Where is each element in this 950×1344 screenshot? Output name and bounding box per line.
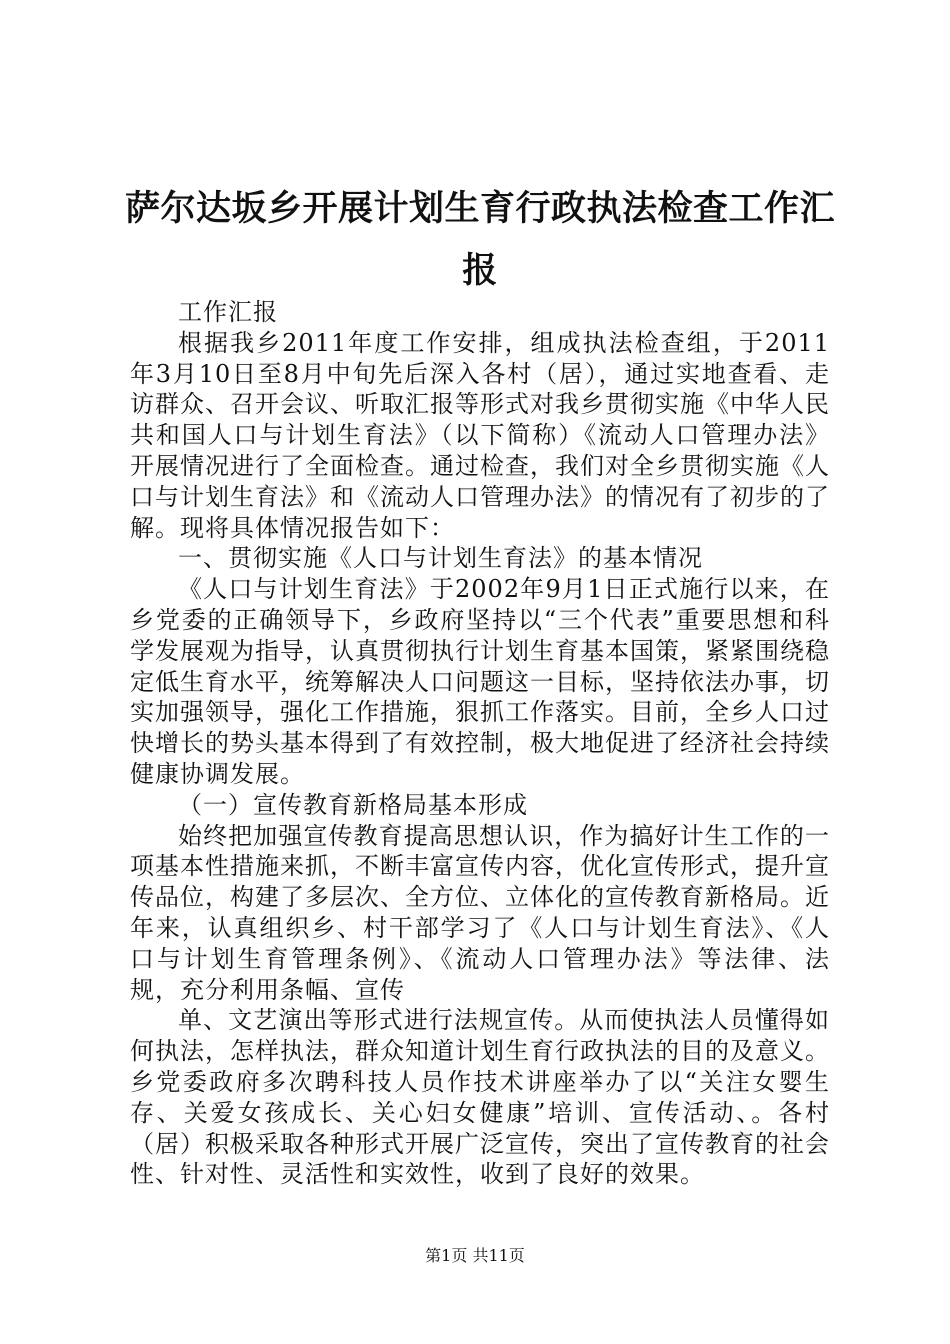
paragraph-heading-report: 工作汇报 — [178, 298, 278, 326]
subsection-heading-1: （一）宣传教育新格局基本形成 — [178, 790, 528, 819]
paragraph-publicity: 始终把加强宣传教育提高思想认识，作为搞好计生工作的一项基本性措施来抓，不断丰富宣传内容，优化宣传形式，提升宣传品位，构建了多层次、全方位、立体化的宣传教育新格局。近年来，认真组织乡、村干部学习了《人口与计划生育法》、《人口与计划生育管理条例》、《流动人口管理办法》等法律、法规，充分利用条幅、宣传 — [130, 821, 830, 1004]
paragraph-publicity-continued: 单、文艺演出等形式进行法规宣传。从而使执法人员懂得如何执法，怎样执法，群众知道计划生育行政执法的目的及意义。乡党委政府多次聘科技人员作技术讲座举办了以“关注女婴生存、关爱女孩成长、关心妇女健康”培训、宣传活动、。各村（居）积极采取各种形式开展广泛宣传，突出了宣传教育的社会性、针对性、灵活性和实效性，收到了良好的效果。 — [130, 1006, 830, 1189]
paragraph-law-implementation: 《人口与计划生育法》于2002年9月1日正式施行以来，在乡党委的正确领导下，乡政府坚持以“三个代表”重要思想和科学发展观为指导，认真贯彻执行计划生育基本国策，紧紧围绕稳定低生育水平，统筹解决人口问题这一目标，坚持依法办事，切实加强领导，强化工作措施，狠抓工作落实。目前，全乡人口过快增长的势头基本得到了有效控制，极大地促进了经济社会持续健康协调发展。 — [130, 575, 830, 788]
document-body — [130, 297, 830, 1190]
document-title: 萨尔达坂乡开展计划生育行政执法检查工作汇报 — [124, 189, 835, 291]
paragraph-intro: 根据我乡2011年度工作安排，组成执法检查组，于2011年3月10日至8月中旬先后深入各村（居），通过实地查看、走访群众、召开会议、听取汇报等形式对我乡贯彻实施《中华人民共和国人口与计划生育法》（以下简称）《流动人口管理办法》开展情况进行了全面检查。通过检查，我们对全乡贯彻实施《人口与计划生育法》和《流动人口管理办法》的情况有了初步的了解。现将具体情况报告如下： — [130, 328, 830, 542]
page-footer: 第1页 共11页 — [425, 1246, 525, 1265]
section-heading-1: 一、贯彻实施《人口与计划生育法》的基本情况 — [178, 544, 703, 573]
